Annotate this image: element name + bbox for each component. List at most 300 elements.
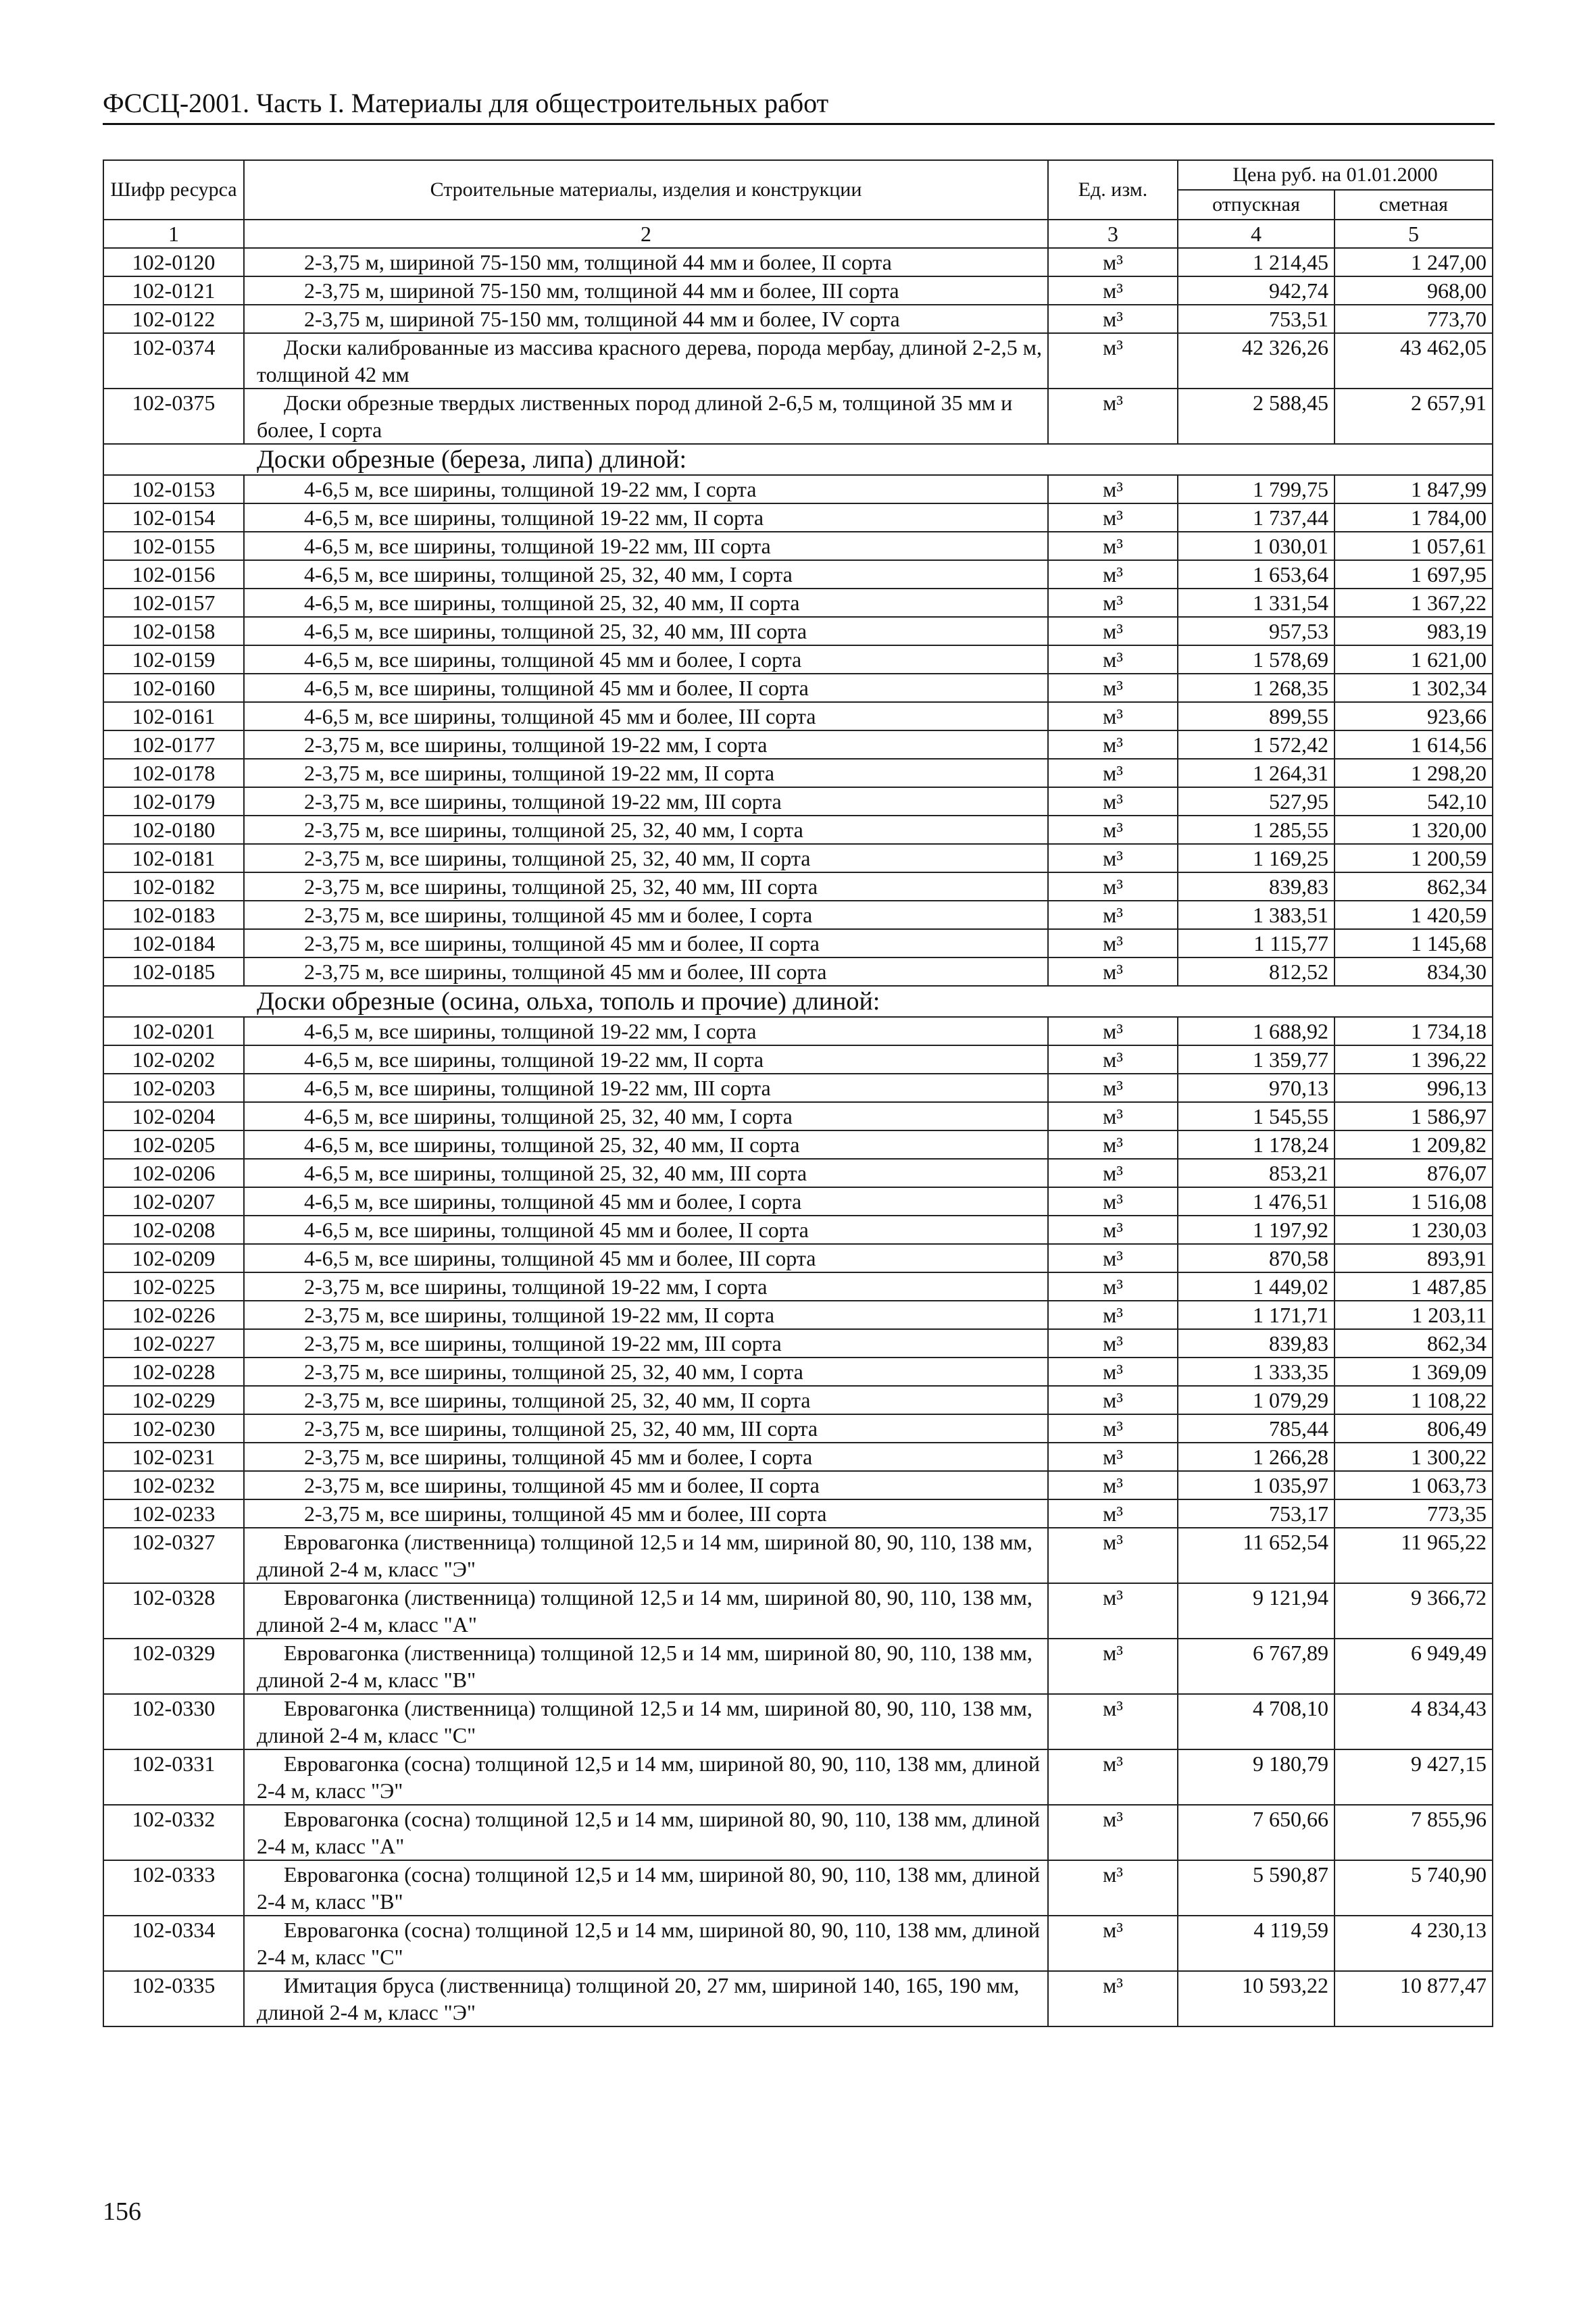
resource-code: 102-0204 [103, 1102, 244, 1130]
table-row [103, 844, 1493, 872]
release-price: 899,55 [1178, 702, 1335, 730]
material-name: 2-3,75 м, все ширины, толщиной 45 мм и более, I сорта [244, 901, 1048, 929]
group-heading-row [103, 986, 1493, 1017]
page-header: ФССЦ-2001. Часть I. Материалы для общестроительных работ [103, 86, 1495, 125]
unit-cell: м³ [1048, 1805, 1178, 1860]
material-name: 4-6,5 м, все ширины, толщиной 19-22 мм, III сорта [244, 532, 1048, 560]
estimate-price: 542,10 [1335, 787, 1493, 816]
table-row [103, 248, 1493, 276]
material-name: Евровагонка (лиственница) толщиной 12,5 и 14 мм, шириной 80, 90, 110, 138 мм, длиной 2-4 м, класс "С" [244, 1694, 1048, 1749]
material-name: 4-6,5 м, все ширины, толщиной 45 мм и более, I сорта [244, 645, 1048, 674]
material-name: Евровагонка (сосна) толщиной 12,5 и 14 мм, шириной 80, 90, 110, 138 мм, длиной 2-4 м, класс "А" [244, 1805, 1048, 1860]
release-price: 1 030,01 [1178, 532, 1335, 560]
resource-code: 102-0225 [103, 1272, 244, 1301]
release-price: 1 178,24 [1178, 1130, 1335, 1159]
unit-cell: м³ [1048, 901, 1178, 929]
estimate-price: 996,13 [1335, 1074, 1493, 1102]
material-name: 4-6,5 м, все ширины, толщиной 19-22 мм, I сорта [244, 475, 1048, 503]
table-row [103, 1414, 1493, 1443]
resource-code: 102-0201 [103, 1017, 244, 1045]
resource-code: 102-0155 [103, 532, 244, 560]
table-row [103, 503, 1493, 532]
unit-cell: м³ [1048, 1244, 1178, 1272]
unit-cell: м³ [1048, 759, 1178, 787]
resource-code: 102-0157 [103, 589, 244, 617]
release-price: 4 708,10 [1178, 1694, 1335, 1749]
unit-cell: м³ [1048, 389, 1178, 444]
estimate-price: 1 614,56 [1335, 730, 1493, 759]
release-price: 1 383,51 [1178, 901, 1335, 929]
estimate-price: 876,07 [1335, 1159, 1493, 1187]
material-name: 2-3,75 м, все ширины, толщиной 45 мм и более, III сорта [244, 957, 1048, 986]
unit-cell: м³ [1048, 1583, 1178, 1639]
unit-cell: м³ [1048, 1045, 1178, 1074]
material-name: 4-6,5 м, все ширины, толщиной 45 мм и более, III сорта [244, 702, 1048, 730]
release-price: 1 449,02 [1178, 1272, 1335, 1301]
table-row [103, 929, 1493, 957]
material-name: 4-6,5 м, все ширины, толщиной 19-22 мм, III сорта [244, 1074, 1048, 1102]
estimate-price: 773,35 [1335, 1499, 1493, 1528]
material-name: 2-3,75 м, шириной 75-150 мм, толщиной 44 мм и более, II сорта [244, 248, 1048, 276]
unit-cell: м³ [1048, 645, 1178, 674]
group-heading: Доски обрезные (осина, ольха, тополь и прочие) длиной: [103, 986, 1493, 1017]
unit-cell: м³ [1048, 1528, 1178, 1583]
group-heading: Доски обрезные (береза, липа) длиной: [103, 444, 1493, 475]
estimate-price: 9 427,15 [1335, 1749, 1493, 1805]
group-heading-row [103, 444, 1493, 475]
table-row [103, 333, 1493, 389]
estimate-price: 11 965,22 [1335, 1528, 1493, 1583]
material-name: 4-6,5 м, все ширины, толщиной 25, 32, 40 мм, II сорта [244, 589, 1048, 617]
release-price: 1 331,54 [1178, 589, 1335, 617]
resource-code: 102-0205 [103, 1130, 244, 1159]
estimate-price: 4 230,13 [1335, 1916, 1493, 1971]
release-price: 4 119,59 [1178, 1916, 1335, 1971]
resource-code: 102-0158 [103, 617, 244, 645]
resource-code: 102-0231 [103, 1443, 244, 1471]
material-name: Имитация бруса (лиственница) толщиной 20, 27 мм, шириной 140, 165, 190 мм, длиной 2-4 м, класс "Э" [244, 1971, 1048, 2026]
resource-code: 102-0202 [103, 1045, 244, 1074]
table-row [103, 1329, 1493, 1358]
material-name: Евровагонка (лиственница) толщиной 12,5 и 14 мм, шириной 80, 90, 110, 138 мм, длиной 2-4 м, класс "В" [244, 1639, 1048, 1694]
material-name: 2-3,75 м, все ширины, толщиной 25, 32, 40 мм, I сорта [244, 1358, 1048, 1386]
table-row [103, 957, 1493, 986]
unit-cell: м³ [1048, 1971, 1178, 2026]
estimate-price: 1 300,22 [1335, 1443, 1493, 1471]
material-name: 2-3,75 м, все ширины, толщиной 45 мм и более, II сорта [244, 929, 1048, 957]
resource-code: 102-0232 [103, 1471, 244, 1499]
estimate-price: 1 298,20 [1335, 759, 1493, 787]
unit-cell: м³ [1048, 1860, 1178, 1916]
release-price: 9 180,79 [1178, 1749, 1335, 1805]
material-name: Доски калиброванные из массива красного дерева, порода мербау, длиной 2-2,5 м, толщиной 42 мм [244, 333, 1048, 389]
unit-cell: м³ [1048, 532, 1178, 560]
estimate-price: 43 462,05 [1335, 333, 1493, 389]
material-name: 2-3,75 м, все ширины, толщиной 19-22 мм, I сорта [244, 1272, 1048, 1301]
table-row [103, 1187, 1493, 1216]
release-price: 1 266,28 [1178, 1443, 1335, 1471]
estimate-price: 834,30 [1335, 957, 1493, 986]
resource-code: 102-0161 [103, 702, 244, 730]
unit-cell: м³ [1048, 929, 1178, 957]
release-price: 1 264,31 [1178, 759, 1335, 787]
material-name: 2-3,75 м, все ширины, толщиной 25, 32, 40 мм, II сорта [244, 844, 1048, 872]
unit-cell: м³ [1048, 1639, 1178, 1694]
estimate-price: 1 230,03 [1335, 1216, 1493, 1244]
table-row [103, 787, 1493, 816]
estimate-price: 1 247,00 [1335, 248, 1493, 276]
unit-cell: м³ [1048, 816, 1178, 844]
table-row [103, 759, 1493, 787]
release-price: 1 359,77 [1178, 1045, 1335, 1074]
table-row [103, 1358, 1493, 1386]
resource-code: 102-0228 [103, 1358, 244, 1386]
estimate-price: 4 834,43 [1335, 1694, 1493, 1749]
resource-code: 102-0183 [103, 901, 244, 929]
resource-code: 102-0179 [103, 787, 244, 816]
unit-cell: м³ [1048, 702, 1178, 730]
material-name: Евровагонка (лиственница) толщиной 12,5 и 14 мм, шириной 80, 90, 110, 138 мм, длиной 2-4 м, класс "Э" [244, 1528, 1048, 1583]
column-number-row [103, 220, 1493, 248]
estimate-price: 1 847,99 [1335, 475, 1493, 503]
resource-code: 102-0331 [103, 1749, 244, 1805]
release-price: 9 121,94 [1178, 1583, 1335, 1639]
material-name: 2-3,75 м, все ширины, толщиной 19-22 мм, II сорта [244, 759, 1048, 787]
unit-cell: м³ [1048, 276, 1178, 305]
unit-cell: м³ [1048, 1102, 1178, 1130]
material-name: 2-3,75 м, все ширины, толщиной 25, 32, 40 мм, III сорта [244, 872, 1048, 901]
estimate-price: 1 209,82 [1335, 1130, 1493, 1159]
unit-cell: м³ [1048, 1159, 1178, 1187]
material-name: 4-6,5 м, все ширины, толщиной 19-22 мм, II сорта [244, 1045, 1048, 1074]
estimate-price: 923,66 [1335, 702, 1493, 730]
unit-cell: м³ [1048, 1694, 1178, 1749]
column-number: 4 [1178, 220, 1335, 248]
material-name: Евровагонка (сосна) толщиной 12,5 и 14 мм, шириной 80, 90, 110, 138 мм, длиной 2-4 м, класс "С" [244, 1916, 1048, 1971]
table-row [103, 1499, 1493, 1528]
release-price: 7 650,66 [1178, 1805, 1335, 1860]
unit-cell: м³ [1048, 1301, 1178, 1329]
resource-code: 102-0185 [103, 957, 244, 986]
resource-code: 102-0332 [103, 1805, 244, 1860]
release-price: 6 767,89 [1178, 1639, 1335, 1694]
resource-code: 102-0182 [103, 872, 244, 901]
table-row [103, 617, 1493, 645]
resource-code: 102-0328 [103, 1583, 244, 1639]
resource-code: 102-0156 [103, 560, 244, 589]
material-name: Евровагонка (сосна) толщиной 12,5 и 14 мм, шириной 80, 90, 110, 138 мм, длиной 2-4 м, класс "В" [244, 1860, 1048, 1916]
release-price: 839,83 [1178, 872, 1335, 901]
estimate-price: 862,34 [1335, 872, 1493, 901]
estimate-price: 1 320,00 [1335, 816, 1493, 844]
table-row [103, 1244, 1493, 1272]
unit-cell: м³ [1048, 1216, 1178, 1244]
resource-code: 102-0184 [103, 929, 244, 957]
column-number: 2 [244, 220, 1048, 248]
estimate-price: 1 367,22 [1335, 589, 1493, 617]
resource-code: 102-0178 [103, 759, 244, 787]
material-name: 2-3,75 м, все ширины, толщиной 19-22 мм, III сорта [244, 1329, 1048, 1358]
table-row [103, 872, 1493, 901]
unit-cell: м³ [1048, 730, 1178, 759]
unit-cell: м³ [1048, 1187, 1178, 1216]
table-row [103, 1805, 1493, 1860]
material-name: 2-3,75 м, все ширины, толщиной 25, 32, 40 мм, II сорта [244, 1386, 1048, 1414]
release-price: 1 079,29 [1178, 1386, 1335, 1414]
resource-code: 102-0233 [103, 1499, 244, 1528]
release-price: 942,74 [1178, 276, 1335, 305]
release-price: 1 799,75 [1178, 475, 1335, 503]
material-name: 2-3,75 м, все ширины, толщиной 25, 32, 40 мм, III сорта [244, 1414, 1048, 1443]
material-name: Евровагонка (сосна) толщиной 12,5 и 14 мм, шириной 80, 90, 110, 138 мм, длиной 2-4 м, класс "Э" [244, 1749, 1048, 1805]
column-number: 1 [103, 220, 244, 248]
unit-cell: м³ [1048, 1329, 1178, 1358]
table-row [103, 1130, 1493, 1159]
table-row [103, 1749, 1493, 1805]
estimate-price: 1 302,34 [1335, 674, 1493, 702]
estimate-price: 1 487,85 [1335, 1272, 1493, 1301]
table-row [103, 1074, 1493, 1102]
resource-code: 102-0180 [103, 816, 244, 844]
table-row [103, 1216, 1493, 1244]
material-name: 4-6,5 м, все ширины, толщиной 45 мм и более, II сорта [244, 1216, 1048, 1244]
resource-code: 102-0203 [103, 1074, 244, 1102]
release-price: 785,44 [1178, 1414, 1335, 1443]
material-name: Доски обрезные твердых лиственных пород длиной 2-6,5 м, толщиной 35 мм и более, I сорта [244, 389, 1048, 444]
table-row [103, 1159, 1493, 1187]
estimate-price: 1 621,00 [1335, 645, 1493, 674]
estimate-price: 968,00 [1335, 276, 1493, 305]
resource-code: 102-0226 [103, 1301, 244, 1329]
material-name: 4-6,5 м, все ширины, толщиной 25, 32, 40 мм, I сорта [244, 560, 1048, 589]
material-name: 2-3,75 м, все ширины, толщиной 45 мм и более, III сорта [244, 1499, 1048, 1528]
table-row [103, 1386, 1493, 1414]
estimate-price: 1 784,00 [1335, 503, 1493, 532]
resource-code: 102-0154 [103, 503, 244, 532]
table-row [103, 389, 1493, 444]
estimate-price: 1 420,59 [1335, 901, 1493, 929]
resource-code: 102-0229 [103, 1386, 244, 1414]
resource-code: 102-0122 [103, 305, 244, 333]
estimate-price: 1 063,73 [1335, 1471, 1493, 1499]
estimate-price: 1 396,22 [1335, 1045, 1493, 1074]
estimate-price: 1 203,11 [1335, 1301, 1493, 1329]
release-price: 870,58 [1178, 1244, 1335, 1272]
material-name: 2-3,75 м, все ширины, толщиной 19-22 мм, III сорта [244, 787, 1048, 816]
estimate-price: 862,34 [1335, 1329, 1493, 1358]
table-row [103, 305, 1493, 333]
column-number: 3 [1048, 220, 1178, 248]
material-name: 4-6,5 м, все ширины, толщиной 45 мм и более, I сорта [244, 1187, 1048, 1216]
table-row [103, 475, 1493, 503]
release-price: 1 476,51 [1178, 1187, 1335, 1216]
material-name: 4-6,5 м, все ширины, толщиной 25, 32, 40 мм, III сорта [244, 1159, 1048, 1187]
resource-code: 102-0153 [103, 475, 244, 503]
table-row [103, 1583, 1493, 1639]
resource-code: 102-0209 [103, 1244, 244, 1272]
unit-cell: м³ [1048, 1471, 1178, 1499]
release-price: 1 333,35 [1178, 1358, 1335, 1386]
table-row [103, 589, 1493, 617]
material-name: 4-6,5 м, все ширины, толщиной 25, 32, 40 мм, I сорта [244, 1102, 1048, 1130]
unit-cell: м³ [1048, 1386, 1178, 1414]
table-row [103, 532, 1493, 560]
release-price: 1 578,69 [1178, 645, 1335, 674]
unit-cell: м³ [1048, 617, 1178, 645]
resource-code: 102-0334 [103, 1916, 244, 1971]
resource-code: 102-0159 [103, 645, 244, 674]
estimate-price: 1 734,18 [1335, 1017, 1493, 1045]
resource-code: 102-0329 [103, 1639, 244, 1694]
unit-cell: м³ [1048, 1749, 1178, 1805]
page-number: 156 [103, 2197, 141, 2226]
release-price: 1 572,42 [1178, 730, 1335, 759]
release-price: 1 169,25 [1178, 844, 1335, 872]
release-price: 1 214,45 [1178, 248, 1335, 276]
release-price: 853,21 [1178, 1159, 1335, 1187]
resource-code: 102-0335 [103, 1971, 244, 2026]
material-name: 4-6,5 м, все ширины, толщиной 19-22 мм, II сорта [244, 503, 1048, 532]
resource-code: 102-0230 [103, 1414, 244, 1443]
estimate-price: 1 586,97 [1335, 1102, 1493, 1130]
table-body [103, 248, 1493, 2026]
unit-cell: м³ [1048, 589, 1178, 617]
unit-cell: м³ [1048, 957, 1178, 986]
release-price: 1 688,92 [1178, 1017, 1335, 1045]
table-row [103, 1272, 1493, 1301]
unit-cell: м³ [1048, 1272, 1178, 1301]
table-row [103, 1443, 1493, 1471]
material-name: 2-3,75 м, все ширины, толщиной 19-22 мм, II сорта [244, 1301, 1048, 1329]
material-name: 2-3,75 м, шириной 75-150 мм, толщиной 44 мм и более, IV сорта [244, 305, 1048, 333]
table-row [103, 702, 1493, 730]
unit-cell: м³ [1048, 1017, 1178, 1045]
release-price: 11 652,54 [1178, 1528, 1335, 1583]
resource-code: 102-0206 [103, 1159, 244, 1187]
table-row [103, 1045, 1493, 1074]
material-name: Евровагонка (лиственница) толщиной 12,5 и 14 мм, шириной 80, 90, 110, 138 мм, длиной 2-4 м, класс "А" [244, 1583, 1048, 1639]
release-price: 1 115,77 [1178, 929, 1335, 957]
unit-cell: м³ [1048, 1074, 1178, 1102]
material-name: 4-6,5 м, все ширины, толщиной 19-22 мм, I сорта [244, 1017, 1048, 1045]
unit-cell: м³ [1048, 1443, 1178, 1471]
table-row [103, 276, 1493, 305]
release-price: 839,83 [1178, 1329, 1335, 1358]
estimate-price: 7 855,96 [1335, 1805, 1493, 1860]
unit-cell: м³ [1048, 1414, 1178, 1443]
release-price: 1 197,92 [1178, 1216, 1335, 1244]
resource-code: 102-0327 [103, 1528, 244, 1583]
release-price: 1 545,55 [1178, 1102, 1335, 1130]
estimate-price: 9 366,72 [1335, 1583, 1493, 1639]
table-row [103, 901, 1493, 929]
material-name: 2-3,75 м, все ширины, толщиной 45 мм и более, I сорта [244, 1443, 1048, 1471]
unit-cell: м³ [1048, 333, 1178, 389]
release-price: 1 171,71 [1178, 1301, 1335, 1329]
resource-code: 102-0121 [103, 276, 244, 305]
unit-cell: м³ [1048, 844, 1178, 872]
unit-cell: м³ [1048, 305, 1178, 333]
header-estimate-price: сметная [1335, 190, 1493, 220]
release-price: 1 268,35 [1178, 674, 1335, 702]
table-header [103, 160, 1493, 248]
material-name: 4-6,5 м, все ширины, толщиной 45 мм и более, III сорта [244, 1244, 1048, 1272]
material-name: 2-3,75 м, все ширины, толщиной 45 мм и более, II сорта [244, 1471, 1048, 1499]
table-row [103, 1916, 1493, 1971]
estimate-price: 1 057,61 [1335, 532, 1493, 560]
material-name: 4-6,5 м, все ширины, толщиной 45 мм и более, II сорта [244, 674, 1048, 702]
unit-cell: м³ [1048, 1916, 1178, 1971]
table-row [103, 730, 1493, 759]
resource-code: 102-0160 [103, 674, 244, 702]
material-name: 2-3,75 м, все ширины, толщиной 25, 32, 40 мм, I сорта [244, 816, 1048, 844]
table-row [103, 645, 1493, 674]
estimate-price: 5 740,90 [1335, 1860, 1493, 1916]
estimate-price: 893,91 [1335, 1244, 1493, 1272]
unit-cell: м³ [1048, 248, 1178, 276]
table-row [103, 1102, 1493, 1130]
estimate-price: 806,49 [1335, 1414, 1493, 1443]
release-price: 970,13 [1178, 1074, 1335, 1102]
release-price: 10 593,22 [1178, 1971, 1335, 2026]
release-price: 753,51 [1178, 305, 1335, 333]
unit-cell: м³ [1048, 560, 1178, 589]
release-price: 957,53 [1178, 617, 1335, 645]
estimate-price: 2 657,91 [1335, 389, 1493, 444]
table-row [103, 1471, 1493, 1499]
material-name: 4-6,5 м, все ширины, толщиной 25, 32, 40 мм, II сорта [244, 1130, 1048, 1159]
table-row [103, 1694, 1493, 1749]
estimate-price: 1 697,95 [1335, 560, 1493, 589]
header-price-group: Цена руб. на 01.01.2000 [1178, 160, 1493, 190]
estimate-price: 983,19 [1335, 617, 1493, 645]
estimate-price: 1 200,59 [1335, 844, 1493, 872]
resource-code: 102-0120 [103, 248, 244, 276]
header-name: Строительные материалы, изделия и конструкции [244, 160, 1048, 220]
estimate-price: 1 145,68 [1335, 929, 1493, 957]
unit-cell: м³ [1048, 787, 1178, 816]
table-row [103, 560, 1493, 589]
header-release-price: отпускная [1178, 190, 1335, 220]
unit-cell: м³ [1048, 1130, 1178, 1159]
resource-code: 102-0208 [103, 1216, 244, 1244]
price-table [103, 159, 1493, 2027]
estimate-price: 1 516,08 [1335, 1187, 1493, 1216]
table-row [103, 1017, 1493, 1045]
table-row [103, 674, 1493, 702]
unit-cell: м³ [1048, 872, 1178, 901]
table-row [103, 1639, 1493, 1694]
material-name: 4-6,5 м, все ширины, толщиной 25, 32, 40 мм, III сорта [244, 617, 1048, 645]
table-row [103, 816, 1493, 844]
unit-cell: м³ [1048, 674, 1178, 702]
table-row [103, 1301, 1493, 1329]
estimate-price: 6 949,49 [1335, 1639, 1493, 1694]
resource-code: 102-0375 [103, 389, 244, 444]
estimate-price: 1 369,09 [1335, 1358, 1493, 1386]
column-number: 5 [1335, 220, 1493, 248]
unit-cell: м³ [1048, 475, 1178, 503]
estimate-price: 10 877,47 [1335, 1971, 1493, 2026]
resource-code: 102-0181 [103, 844, 244, 872]
material-name: 2-3,75 м, шириной 75-150 мм, толщиной 44 мм и более, III сорта [244, 276, 1048, 305]
material-name: 2-3,75 м, все ширины, толщиной 19-22 мм, I сорта [244, 730, 1048, 759]
release-price: 1 035,97 [1178, 1471, 1335, 1499]
estimate-price: 1 108,22 [1335, 1386, 1493, 1414]
resource-code: 102-0333 [103, 1860, 244, 1916]
table-row [103, 1860, 1493, 1916]
resource-code: 102-0374 [103, 333, 244, 389]
